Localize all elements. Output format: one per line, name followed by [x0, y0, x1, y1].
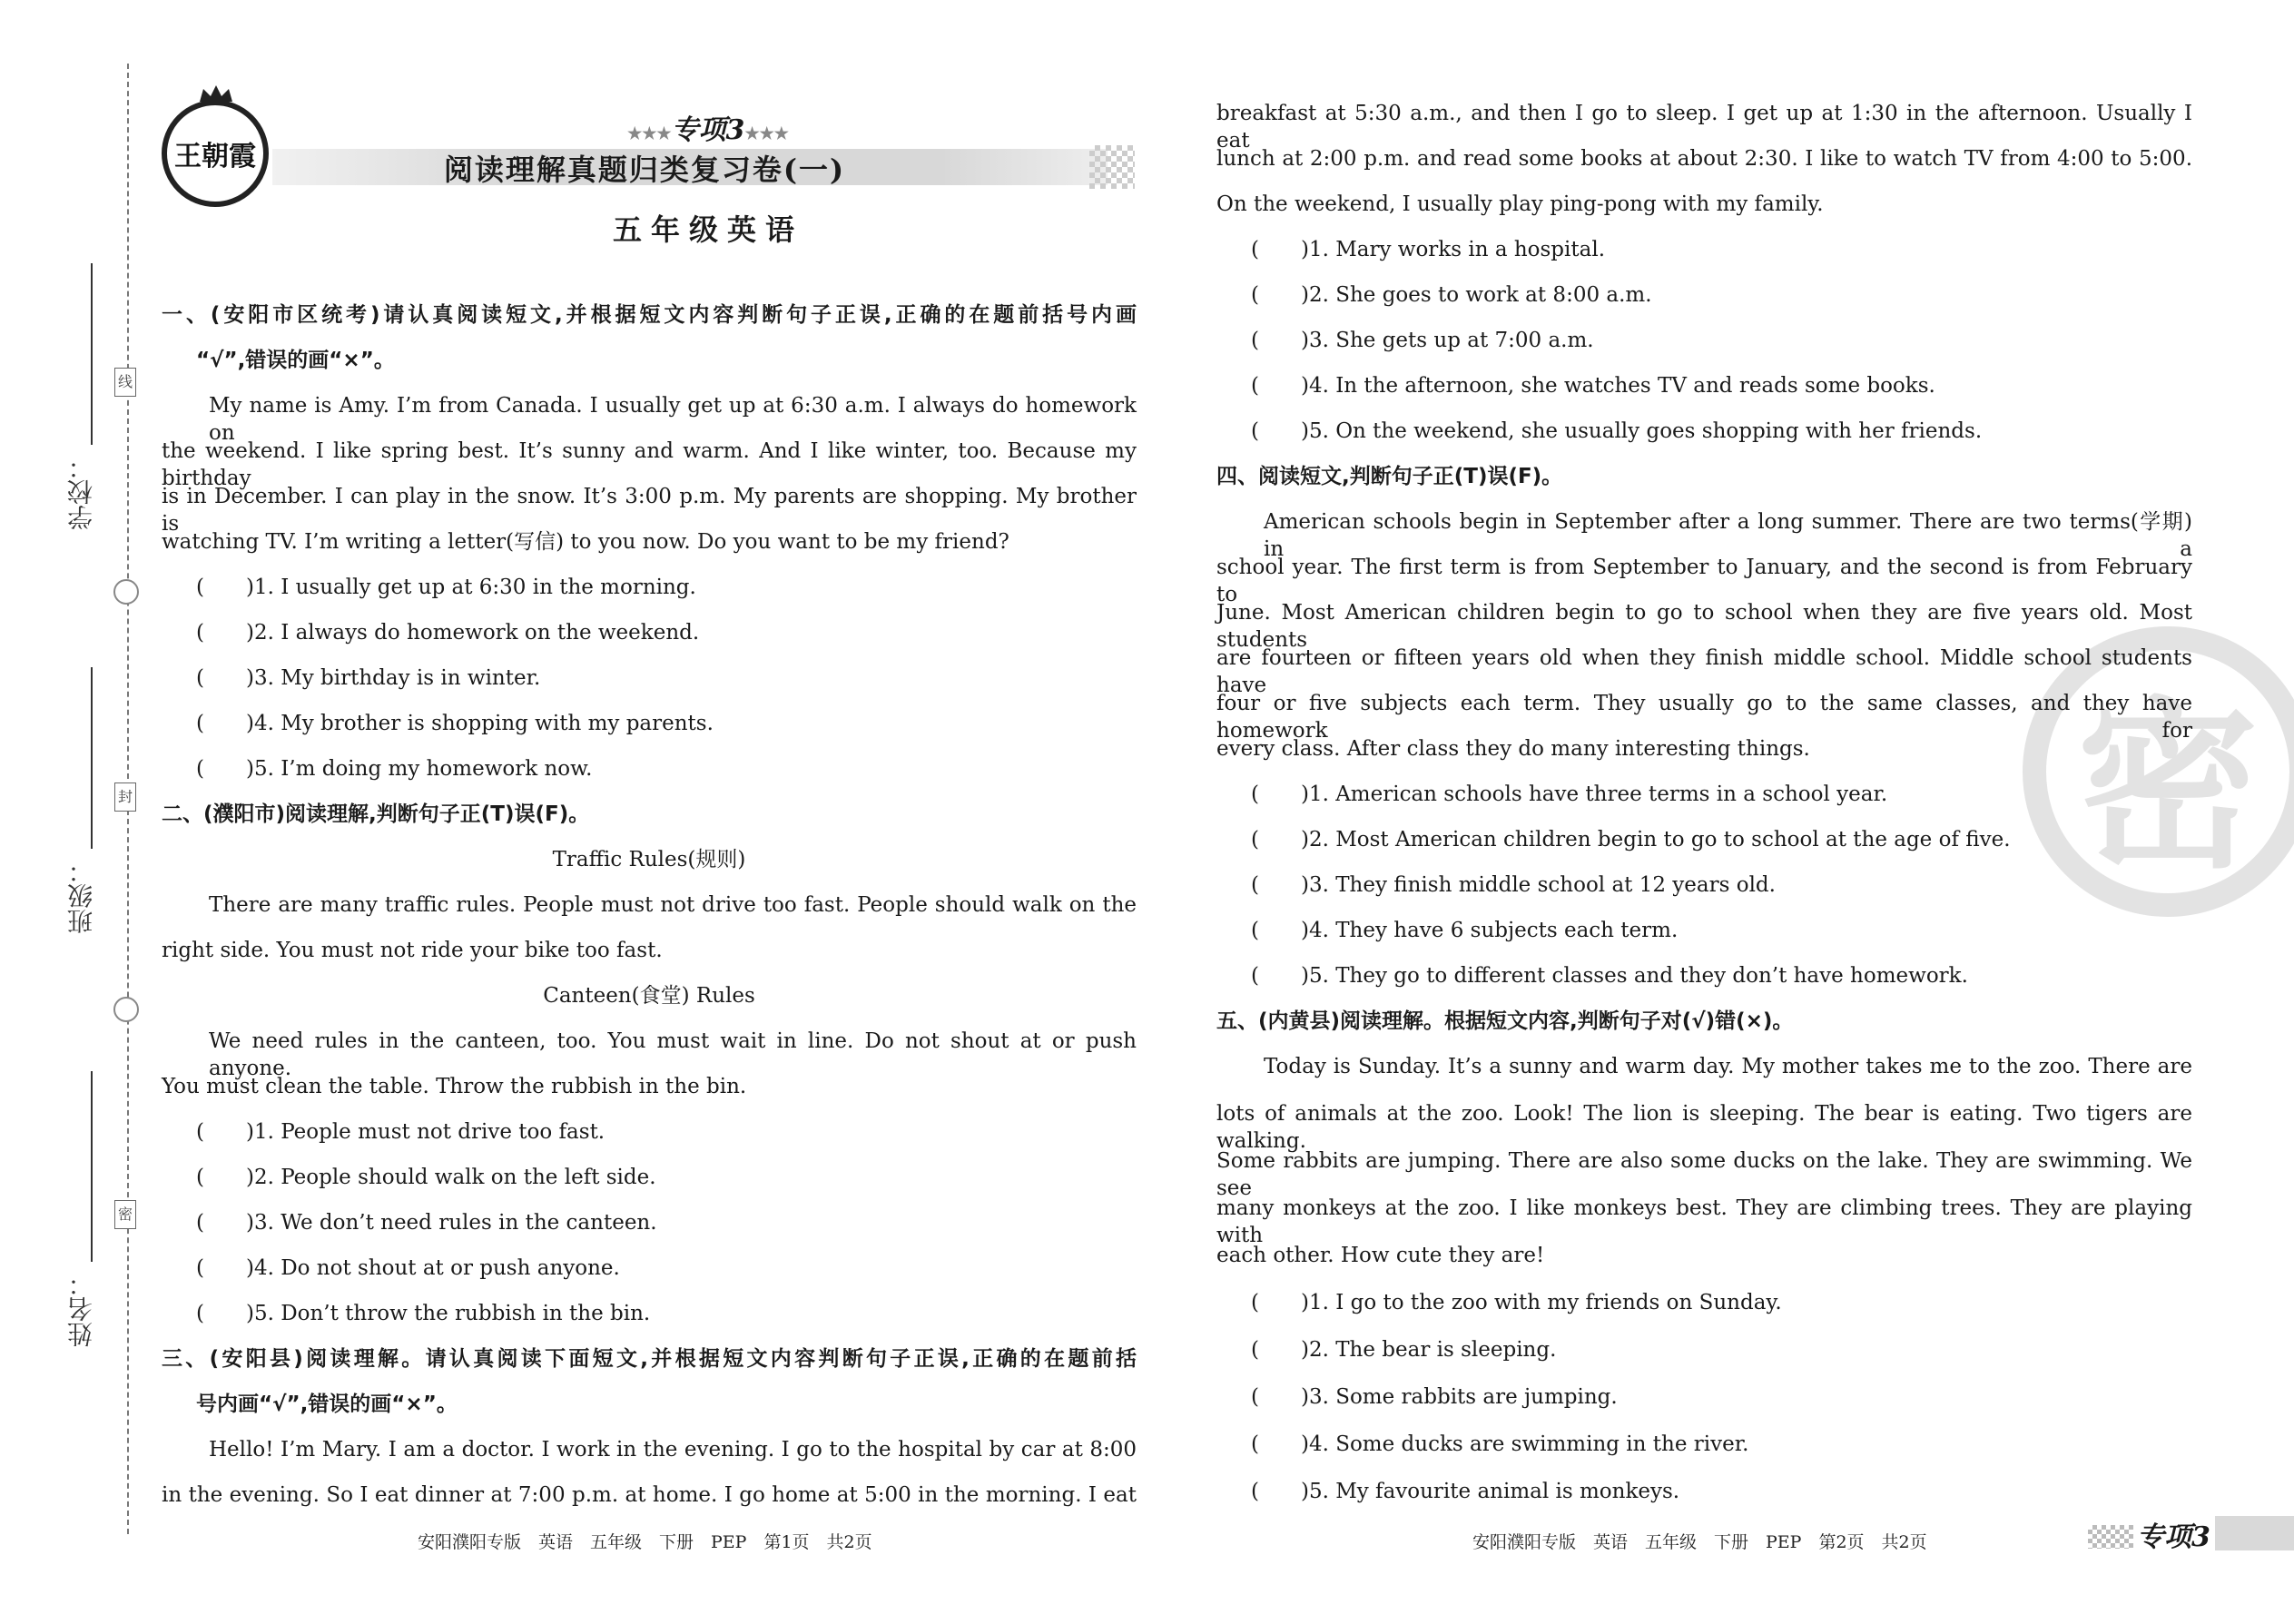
question-item: ( )4. Some ducks are swimming in the river. [1251, 1432, 1749, 1456]
passage-line: lots of animals at the zoo. Look! The lion is sleeping. The bear is eating. Two tigers are walking. [1216, 1102, 2192, 1153]
section-heading: 五、(内黄县)阅读理解。根据短文内容,判断句子对(√)错(×)。 [1216, 1009, 1794, 1033]
name-label: 姓名： [66, 1271, 96, 1347]
name-blank[interactable] [91, 1071, 93, 1262]
question-item: ( )1. People must not drive too fast. [196, 1120, 605, 1144]
passage-line: school year. The first term is from September to January, and the second is from February to [1216, 556, 2192, 606]
section-heading: “√”,错误的画“×”。 [196, 349, 395, 372]
passage-line: There are many traffic rules. People must not drive too fast. People should walk on the [209, 893, 1137, 917]
passage-line: My name is Amy. I’m from Canada. I usually get up at 6:30 a.m. I always do homework on [209, 394, 1137, 445]
question-item: ( )2. People should walk on the left side. [196, 1166, 656, 1189]
seal-watermark: 密 [2023, 626, 2294, 917]
binding-mark-seal: 封 [114, 782, 136, 812]
footer-right: 安阳濮阳专版 英语 五年级 下册 PEP 第2页 共2页 [1472, 1532, 1927, 1552]
question-item: ( )2. I always do homework on the weekend. [196, 621, 700, 645]
passage-line: each other. How cute they are! [1216, 1244, 1545, 1267]
question-item: ( )2. Most American children begin to go to school at the age of five. [1251, 828, 2011, 851]
passage-line: is in December. I can play in the snow. It’s 3:00 p.m. My parents are shopping. My brother is [162, 485, 1137, 536]
question-item: ( )3. They finish middle school at 12 years old. [1251, 873, 1776, 897]
stars-left-icon: ★★★ [627, 124, 672, 143]
question-item: ( )3. Some rabbits are jumping. [1251, 1385, 1618, 1409]
passage-line: four or five subjects each term. They usually go to the same classes, and they have homework for [1216, 692, 2192, 743]
header-pattern [1089, 145, 1135, 189]
question-item: ( )5. Don’t throw the rubbish in the bin. [196, 1302, 651, 1325]
passage-line: are fourteen or fifteen years old when they finish middle school. Middle school students have [1216, 646, 2192, 697]
question-item: ( )4. Do not shout at or push anyone. [196, 1256, 620, 1280]
passage-line: every class. After class they do many interesting things. [1216, 737, 1810, 761]
binding-hole-icon [113, 997, 139, 1022]
question-item: ( )5. They go to different classes and they don’t have homework. [1251, 964, 1968, 988]
passage-line: the weekend. I like spring best. It’s sunny and warm. And I like winter, too. Because my birthday [162, 439, 1137, 490]
page-title: 阅读理解真题归类复习卷(一) [443, 153, 846, 187]
passage-line: American schools begin in September after a long summer. There are two terms(学期) in a [1264, 510, 2192, 561]
question-item: ( )4. They have 6 subjects each term. [1251, 919, 1679, 942]
stars-right-icon: ★★★ [744, 124, 789, 143]
question-item: ( )3. She gets up at 7:00 a.m. [1251, 329, 1594, 352]
question-item: ( )2. The bear is sleeping. [1251, 1338, 1557, 1362]
binding-mark-line: 线 [114, 368, 136, 397]
question-item: ( )5. My favourite animal is monkeys. [1251, 1480, 1680, 1503]
question-item: ( )1. I usually get up at 6:30 in the morning. [196, 576, 696, 599]
passage-line: breakfast at 5:30 a.m., and then I go to sleep. I get up at 1:30 in the afternoon. Usually I eat [1216, 102, 2192, 153]
section-heading: 四、阅读短文,判断句子正(T)误(F)。 [1216, 465, 1563, 488]
tag-bar [2215, 1516, 2294, 1550]
binding-hole-icon [113, 579, 139, 605]
question-item: ( )4. My brother is shopping with my parents. [196, 712, 714, 735]
passage-line: Canteen(食堂) Rules [543, 984, 755, 1008]
question-item: ( )5. I’m doing my homework now. [196, 757, 593, 781]
passage-line: many monkeys at the zoo. I like monkeys best. They are climbing trees. They are playing with [1216, 1196, 2192, 1247]
passage-line: Today is Sunday. It’s a sunny and warm day. My mother takes me to the zoo. There are [1264, 1055, 2192, 1078]
passage-line: lunch at 2:00 p.m. and read some books at about 2:30. I like to watch TV from 4:00 to 5:00. [1216, 147, 2192, 171]
question-item: ( )4. In the afternoon, she watches TV and reads some books. [1251, 374, 1935, 398]
passage-line: On the weekend, I usually play ping-pong with my family. [1216, 192, 1824, 216]
passage-line: We need rules in the canteen, too. You must wait in line. Do not shout at or push anyone. [209, 1029, 1137, 1080]
footer-left: 安阳濮阳专版 英语 五年级 下册 PEP 第1页 共2页 [418, 1532, 872, 1552]
school-label: 学校： [66, 454, 96, 530]
section-heading: 二、(濮阳市)阅读理解,判断句子正(T)误(F)。 [162, 802, 590, 826]
section-heading: 一、(安阳市区统考)请认真阅读短文,并根据短文内容判断句子正误,正确的在题前括号内画 [162, 303, 1137, 327]
series-text: 专项3 [671, 114, 745, 146]
question-item: ( )2. She goes to work at 8:00 a.m. [1251, 283, 1652, 307]
passage-line: You must clean the table. Throw the rubbish in the bin. [162, 1075, 747, 1098]
question-item: ( )3. We don’t need rules in the canteen. [196, 1211, 657, 1235]
publisher-logo: 王朝霞 [162, 100, 269, 207]
question-item: ( )1. Mary works in a hospital. [1251, 238, 1606, 261]
question-item: ( )5. On the weekend, she usually goes shopping with her friends. [1251, 419, 1983, 443]
tag-pattern [2088, 1525, 2133, 1549]
class-label: 班级： [66, 858, 96, 934]
binding-mark-secret: 密 [114, 1200, 136, 1229]
passage-line: Some rabbits are jumping. There are also some ducks on the lake. They are swimming. We see [1216, 1149, 2192, 1200]
passage-line: June. Most American children begin to go to school when they are five years old. Most students [1216, 601, 2192, 652]
page-subtitle: 五年级英语 [612, 212, 803, 247]
series-label [617, 107, 799, 147]
question-item: ( )1. I go to the zoo with my friends on Sunday. [1251, 1291, 1782, 1314]
school-blank[interactable] [91, 263, 93, 445]
series-tag: 专项3 [2137, 1521, 2210, 1553]
passage-line: Hello! I’m Mary. I am a doctor. I work in the evening. I go to the hospital by car at 8:00 [209, 1438, 1137, 1462]
class-blank[interactable] [91, 667, 93, 849]
question-item: ( )3. My birthday is in winter. [196, 666, 541, 690]
section-heading: 三、(安阳县)阅读理解。请认真阅读下面短文,并根据短文内容判断句子正误,正确的在题前括 [162, 1347, 1137, 1371]
question-item: ( )1. American schools have three terms in a school year. [1251, 782, 1888, 806]
passage-line: in the evening. So I eat dinner at 7:00 p.m. at home. I go home at 5:00 in the morning. I eat [162, 1483, 1137, 1507]
section-heading: 号内画“√”,错误的画“×”。 [196, 1393, 458, 1416]
passage-line: Traffic Rules(规则) [552, 848, 746, 871]
passage-line: right side. You must not ride your bike too fast. [162, 939, 663, 962]
passage-line: watching TV. I’m writing a letter(写信) to you now. Do you want to be my friend? [162, 530, 1009, 554]
